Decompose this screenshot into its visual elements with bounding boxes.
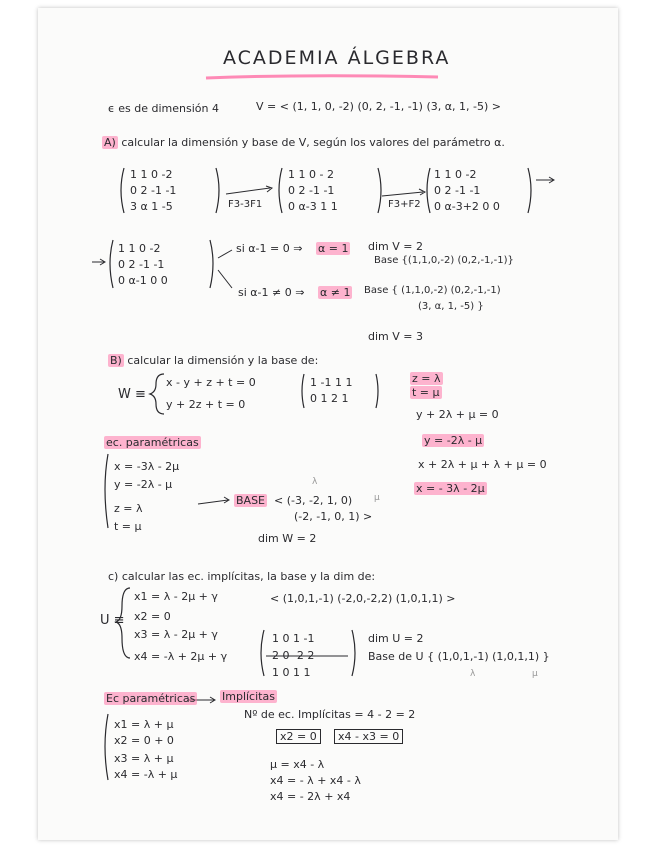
matrix-bracket xyxy=(121,168,124,213)
W-dim: dim W = 2 xyxy=(258,532,317,545)
W-step4 xyxy=(422,434,484,447)
matrix-bracket xyxy=(528,168,531,213)
partD-eq4: x4 = -λ + μ xyxy=(114,768,178,781)
W-step5: x + 2λ + μ + λ + μ = 0 xyxy=(418,458,547,471)
W-base-vec2: (-2, -1, 0, 1) > xyxy=(294,510,373,523)
matrix-bracket xyxy=(352,630,355,676)
partD-impl-text: Implícitas xyxy=(222,690,275,703)
arrow xyxy=(198,500,228,504)
system-brace xyxy=(105,454,108,528)
arrow xyxy=(382,192,423,196)
title-underline xyxy=(206,76,438,78)
W-matrix-row1: 1 -1 1 1 xyxy=(310,376,353,389)
partC-text: calcular las ec. implícitas, la base y la dim de: xyxy=(121,570,376,583)
matrix-row: 3 α 1 -5 xyxy=(130,200,173,213)
W-step6 xyxy=(414,482,487,495)
case1-value-text: α = 1 xyxy=(318,242,349,255)
param-label xyxy=(104,436,201,449)
arrow xyxy=(218,270,232,288)
W-sub2-text: t = μ xyxy=(412,386,440,399)
matrix-bracket xyxy=(261,630,264,676)
partD-r2: x4 = - λ + x4 - λ xyxy=(270,774,361,787)
matrix-row: 1 1 0 -2 xyxy=(434,168,477,181)
partD-eq2: x2 = 0 + 0 xyxy=(114,734,174,747)
notebook-page xyxy=(38,8,618,840)
partD-r1: μ = x4 - λ xyxy=(270,758,325,771)
U-matrix-row3: 1 0 1 1 xyxy=(272,666,311,679)
W-step4-text: y = -2λ - μ xyxy=(424,434,483,447)
case2-value xyxy=(318,286,352,299)
partD-eq3: x3 = λ + μ xyxy=(114,752,174,765)
partC-heading xyxy=(108,570,375,583)
partA-heading xyxy=(102,136,505,149)
partC-label: c) xyxy=(108,570,119,583)
lambda-note: λ xyxy=(312,477,318,487)
matrix-row: 0 α-3 1 1 xyxy=(288,200,338,213)
matrix-bracket xyxy=(427,168,430,213)
U-eq1: x1 = λ - 2μ + γ xyxy=(134,590,218,603)
case1-value xyxy=(316,242,350,255)
U-matrix-row2: -2 0 -2 2 xyxy=(268,649,315,662)
partA-text: calcular la dimensión y base de V, según los valores del parámetro α. xyxy=(121,136,505,149)
U-eq2: x2 = 0 xyxy=(134,610,171,623)
matrix-row: 1 1 0 -2 xyxy=(130,168,173,181)
partB-heading xyxy=(108,354,318,367)
U-eq3: x3 = λ - 2μ + γ xyxy=(134,628,218,641)
partA-label: A) xyxy=(104,136,116,149)
row-op-2: F3+F2 xyxy=(388,199,421,210)
W-sub1-text: z = λ xyxy=(412,372,441,385)
partD-box2 xyxy=(334,730,403,743)
matrix-bracket xyxy=(279,168,282,213)
page-title: ACADEMIA ÁLGEBRA xyxy=(223,47,451,69)
matrix-bracket xyxy=(110,240,113,288)
param-eq4: t = μ xyxy=(114,520,142,533)
partD-box1-text: x2 = 0 xyxy=(276,729,321,744)
matrix-row: 1 1 0 -2 xyxy=(118,242,161,255)
case2-value-text: α ≠ 1 xyxy=(320,286,351,299)
V-definition: V = < (1, 1, 0, -2) (0, 2, -1, -1) (3, α, 1, -5) > xyxy=(256,100,501,113)
W-sub2 xyxy=(410,386,442,399)
W-base-label-text: BASE xyxy=(236,494,266,507)
case2-base-line1: Base { (1,1,0,-2) (0,2,-1,-1) xyxy=(364,285,501,296)
matrix-row: 0 α-1 0 0 xyxy=(118,274,168,287)
case1-dim: dim V = 2 xyxy=(368,240,423,253)
system-brace xyxy=(105,714,108,780)
partD-box2-text: x4 - x3 = 0 xyxy=(334,729,403,744)
W-symbol: W ≡ xyxy=(118,387,146,402)
U-base: Base de U { (1,0,1,-1) (1,0,1,1) } xyxy=(368,650,550,663)
matrix-bracket xyxy=(302,374,304,408)
matrix-row: 0 2 -1 -1 xyxy=(288,184,335,197)
W-eq1: x - y + z + t = 0 xyxy=(166,376,256,389)
U-matrix-row1: 1 0 1 -1 xyxy=(272,632,315,645)
W-base-label xyxy=(234,494,267,507)
W-matrix-row2: 0 1 2 1 xyxy=(310,392,349,405)
intro-text: ϵ es de dimensión 4 xyxy=(108,102,219,115)
partB-text: calcular la dimensión y la base de: xyxy=(127,354,319,367)
W-eq2: y + 2z + t = 0 xyxy=(166,398,246,411)
matrix-bracket xyxy=(378,168,381,213)
arrow xyxy=(226,188,270,194)
partD-r3: x4 = - 2λ + x4 xyxy=(270,790,351,803)
partD-param-label xyxy=(104,692,197,705)
arrow xyxy=(218,250,232,258)
case2-dim: dim V = 3 xyxy=(368,330,423,343)
partD-box1 xyxy=(276,730,321,743)
W-base-vec1: < (-3, -2, 1, 0) xyxy=(274,494,353,507)
system-brace xyxy=(150,374,164,414)
matrix-row: 0 2 -1 -1 xyxy=(118,258,165,271)
W-step6-text: x = - 3λ - 2μ xyxy=(416,482,485,495)
row-op-1: F3-3F1 xyxy=(228,199,263,210)
W-step3: y + 2λ + μ = 0 xyxy=(416,408,499,421)
case1-base: Base {(1,1,0,-2) (0,2,-1,-1)} xyxy=(374,255,514,266)
case1-condition: si α-1 = 0 ⇒ xyxy=(236,242,303,255)
partD-count: Nº de ec. Implícitas = 4 - 2 = 2 xyxy=(244,708,416,721)
matrix-bracket xyxy=(376,374,378,408)
W-sub1 xyxy=(410,372,443,385)
partB-label: B) xyxy=(110,354,122,367)
matrix-row: 0 2 -1 -1 xyxy=(130,184,177,197)
partD-param-text: Ec paramétricas xyxy=(106,692,196,705)
partD-eq1: x1 = λ + μ xyxy=(114,718,174,731)
param-eq1: x = -3λ - 2μ xyxy=(114,460,180,473)
lambda-note: λ xyxy=(470,669,476,679)
matrix-row: 1 1 0 - 2 xyxy=(288,168,334,181)
mu-note: μ xyxy=(532,669,538,679)
param-label-text: ec. paramétricas xyxy=(106,436,199,449)
matrix-bracket xyxy=(216,168,219,213)
mu-note: μ xyxy=(374,493,380,503)
matrix-row: 0 2 -1 -1 xyxy=(434,184,481,197)
case2-condition: si α-1 ≠ 0 ⇒ xyxy=(238,286,305,299)
matrix-row: 0 α-3+2 0 0 xyxy=(434,200,500,213)
U-eq4: x4 = -λ + 2μ + γ xyxy=(134,650,228,663)
partD-impl-label xyxy=(220,690,277,703)
param-eq3: z = λ xyxy=(114,502,143,515)
matrix-bracket xyxy=(210,240,213,288)
U-symbol: U ≡ xyxy=(100,613,125,628)
case2-base-line2: (3, α, 1, -5) } xyxy=(418,301,484,312)
param-eq2: y = -2λ - μ xyxy=(114,478,173,491)
U-dim: dim U = 2 xyxy=(368,632,424,645)
U-generators: < (1,0,1,-1) (-2,0,-2,2) (1,0,1,1) > xyxy=(270,592,456,605)
